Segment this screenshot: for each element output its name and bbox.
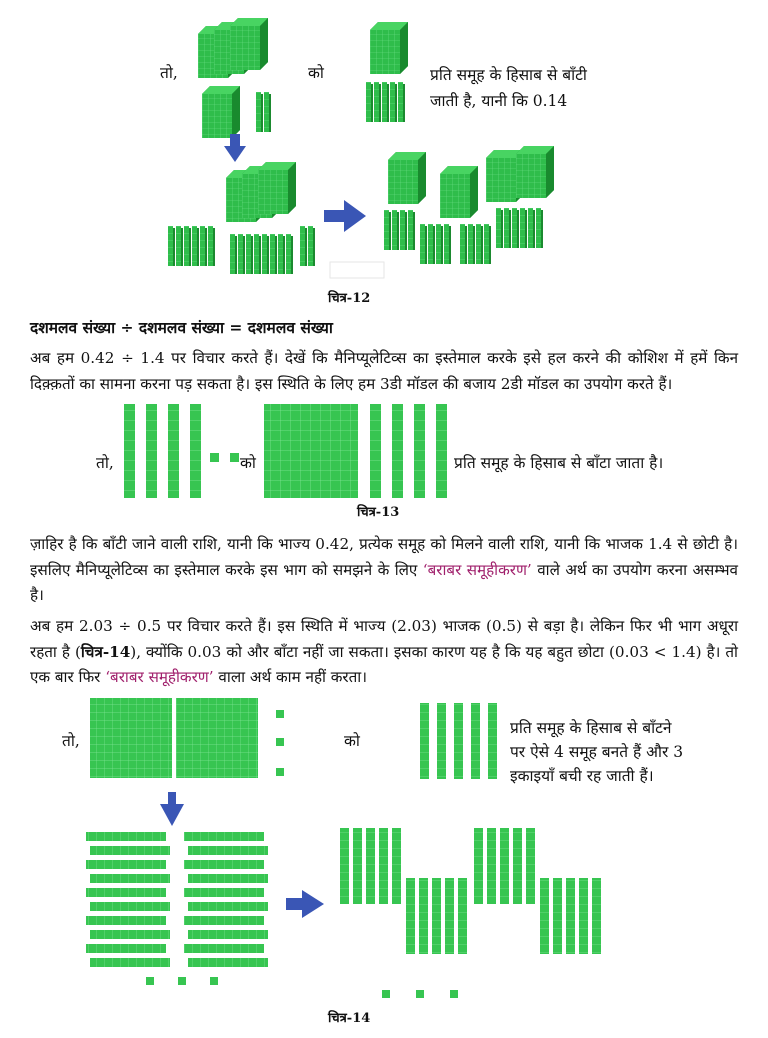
fig14-desc-line2: पर ऐसे 4 समूह बनते हैं और 3 [510,743,684,761]
rod-2d [526,828,535,904]
rod-2d [487,828,496,904]
fig12-desc-line1: प्रति समूह के हिसाब से बाँटी [430,66,587,84]
rod-2d [488,703,497,779]
fig12-to-label: तो, [160,64,178,82]
rod-2d [540,878,549,954]
paragraph-1: अब हम 0.42 ÷ 1.4 पर विचार करते हैं। देखें कि मैनिप्यूलेटिव्स का इस्तेमाल करके इसे हल करने की कोशिश में हमें किन दिक़्क़तों का सामना करना पड़ सकता है। इस स्थिति के लिए हम 3डी मॉडल की बजाय 2डी मॉडल का उपयोग करते हैं। [30,349,738,393]
rod-2d [419,878,428,954]
rod-2d [90,958,170,967]
rod-2d [188,874,268,883]
rod-2d [579,878,588,954]
rod-2d [474,828,483,904]
rod-2d [432,878,441,954]
unit-square [276,768,284,776]
rod-2d [184,860,264,869]
paragraph-2: ज़ाहिर है कि बाँटी जाने वाली राशि, यानी कि भाज्य 0.42, प्रत्येक समूह को मिलने वाली राशि, यानी कि भाजक 1.4 से छोटी है। इसलिए मैनिप्यूलेटिव्स का इस्तेमाल करके इस भाग को समझने के लिए ‘बराबर समूहीकरण’ वाले अर्थ का उपयोग करना असम्भव है। [30,535,738,604]
rod-2d [90,846,170,855]
rod-2d [86,944,166,953]
rod-2d [184,944,264,953]
paragraph-3: अब हम 2.03 ÷ 0.5 पर विचार करते हैं। इस स्थिति में भाज्य (2.03) भाजक (0.5) से बड़ा है। लेकिन फिर भी भाग अधूरा रहता है (चित्र-14), क्योंकि 0.03 को और बाँटा नहीं जा सकता। इसका कारण यह है कि यह बहुत छोटा (0.03 < 1.4) है। तो एक बार फिर ‘बराबर समूहीकरण’ वाला अर्थ काम नहीं करता। [30,617,738,686]
rod-2d [471,703,480,779]
fig13-ko-label: को [240,454,256,472]
highlight-term: ‘बराबर समूहीकरण’ [105,668,214,686]
rod-2d [379,828,388,904]
rod-2d [553,878,562,954]
rod-2d [513,828,522,904]
rod-2d [86,888,166,897]
rod-2d [458,878,467,954]
right-arrow-icon [286,890,324,918]
fig14-desc-line3: इकाइयाँ बची रह जाती हैं। [510,767,654,785]
rod-2d [90,902,170,911]
rod-2d [437,703,446,779]
rod-2d [392,828,401,904]
rod-2d [184,832,264,841]
flat-2d [176,698,258,778]
rod-2d [86,832,166,841]
rod-2d [184,916,264,925]
unit-square [416,990,424,998]
rod-2d [86,860,166,869]
rod-2d [566,878,575,954]
rod-2d [188,902,268,911]
fig14-desc-line1: प्रति समूह के हिसाब से बाँटने [510,719,672,737]
figure-reference: चित्र-14 [80,642,131,661]
rod-2d [188,958,268,967]
fig13-caption: चित्र-13 [357,505,400,520]
unit-square [146,977,154,985]
rod-2d [353,828,362,904]
fig14-ko-label: को [344,732,360,750]
rod-2d [188,930,268,939]
rod-2d [420,703,429,779]
rod-2d [445,878,454,954]
unit-square [178,977,186,985]
fig13-desc: प्रति समूह के हिसाब से बाँटा जाता है। [454,454,664,472]
rod-2d [454,703,463,779]
unit-square [382,990,390,998]
rod-2d [90,930,170,939]
rod-2d [500,828,509,904]
section-heading: दशमलव संख्या ÷ दशमलव संख्या = दशमलव संख्या [30,318,333,337]
unit-square [276,738,284,746]
fig13-to-label: तो, [96,454,114,472]
fig14-caption: चित्र-14 [328,1011,371,1026]
rod-2d [90,874,170,883]
fig12-caption: चित्र-12 [328,291,371,306]
rod-2d [184,888,264,897]
highlight-term: ‘बराबर समूहीकरण’ [422,560,532,579]
rod-2d [188,846,268,855]
rod-2d [366,828,375,904]
flat-2d [90,698,172,778]
fig12-desc-line2: जाती है, यानी कि 0.14 [430,92,568,110]
unit-square [210,977,218,985]
rod-2d [340,828,349,904]
rod-2d [406,878,415,954]
unit-square [450,990,458,998]
fig12-ko-label: को [308,64,324,82]
down-arrow-icon [160,792,184,826]
fig14-to-label: तो, [62,732,80,750]
unit-square [276,710,284,718]
rod-2d [592,878,601,954]
rod-2d [86,916,166,925]
